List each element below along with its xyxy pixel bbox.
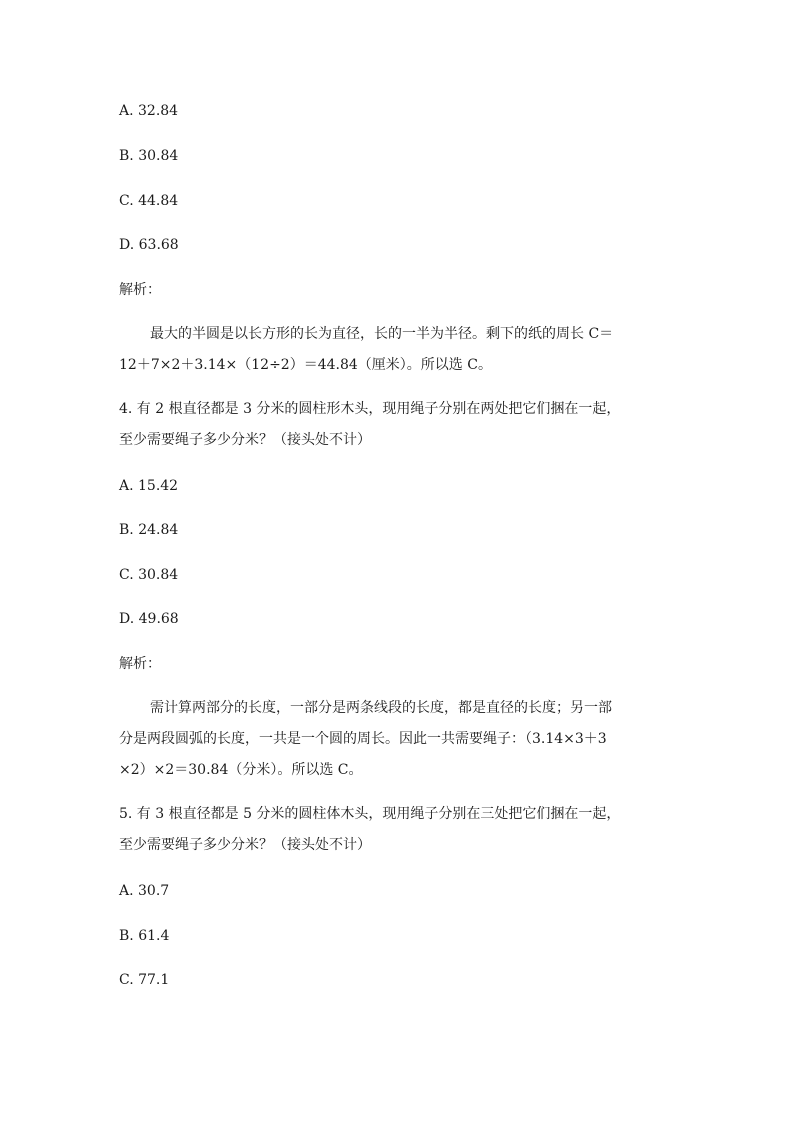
q4-option-b: B. 24.84 [119,522,179,538]
q5-question-line-2: 至少需要绳子多少分米？（接头处不计） [119,837,371,853]
q5-question-line-1: 5. 有 3 根直径都是 5 分米的圆柱体木头，现用绳子分别在三处把它们捆在一起， [119,806,621,822]
q3-option-b: B. 30.84 [119,148,179,164]
q4-question-line-1: 4. 有 2 根直径都是 3 分米的圆柱形木头，现用绳子分别在两处把它们捆在一起， [119,401,621,417]
q4-analysis-line-3: ×2）×2＝30.84（分米）。所以选 C。 [119,762,363,778]
q5-option-c: C. 77.1 [119,972,170,988]
q3-option-d: D. 63.68 [119,237,179,253]
q4-analysis-label: 解析： [119,656,161,672]
q3-option-a: A. 32.84 [119,103,179,119]
q3-analysis-line-1: 最大的半圆是以长方形的长为直径，长的一半为半径。剩下的纸的周长 C＝ [150,326,614,342]
q3-option-c: C. 44.84 [119,193,179,209]
q4-option-c: C. 30.84 [119,567,179,583]
q4-analysis-line-1: 需计算两部分的长度，一部分是两条线段的长度，都是直径的长度；另一部 [150,700,612,716]
q5-option-b: B. 61.4 [119,928,170,944]
q3-analysis-label: 解析： [119,282,161,298]
q4-question-line-2: 至少需要绳子多少分米？（接头处不计） [119,432,371,448]
q4-option-d: D. 49.68 [119,611,179,627]
q4-option-a: A. 15.42 [119,478,179,494]
q4-analysis-line-2: 分是两段圆弧的长度，一共是一个圆的周长。因此一共需要绳子：（3.14×3＋3 [119,731,607,747]
q5-option-a: A. 30.7 [119,883,170,899]
q3-analysis-line-2: 12＋7×2＋3.14×（12÷2）＝44.84（厘米）。所以选 C。 [119,357,492,373]
